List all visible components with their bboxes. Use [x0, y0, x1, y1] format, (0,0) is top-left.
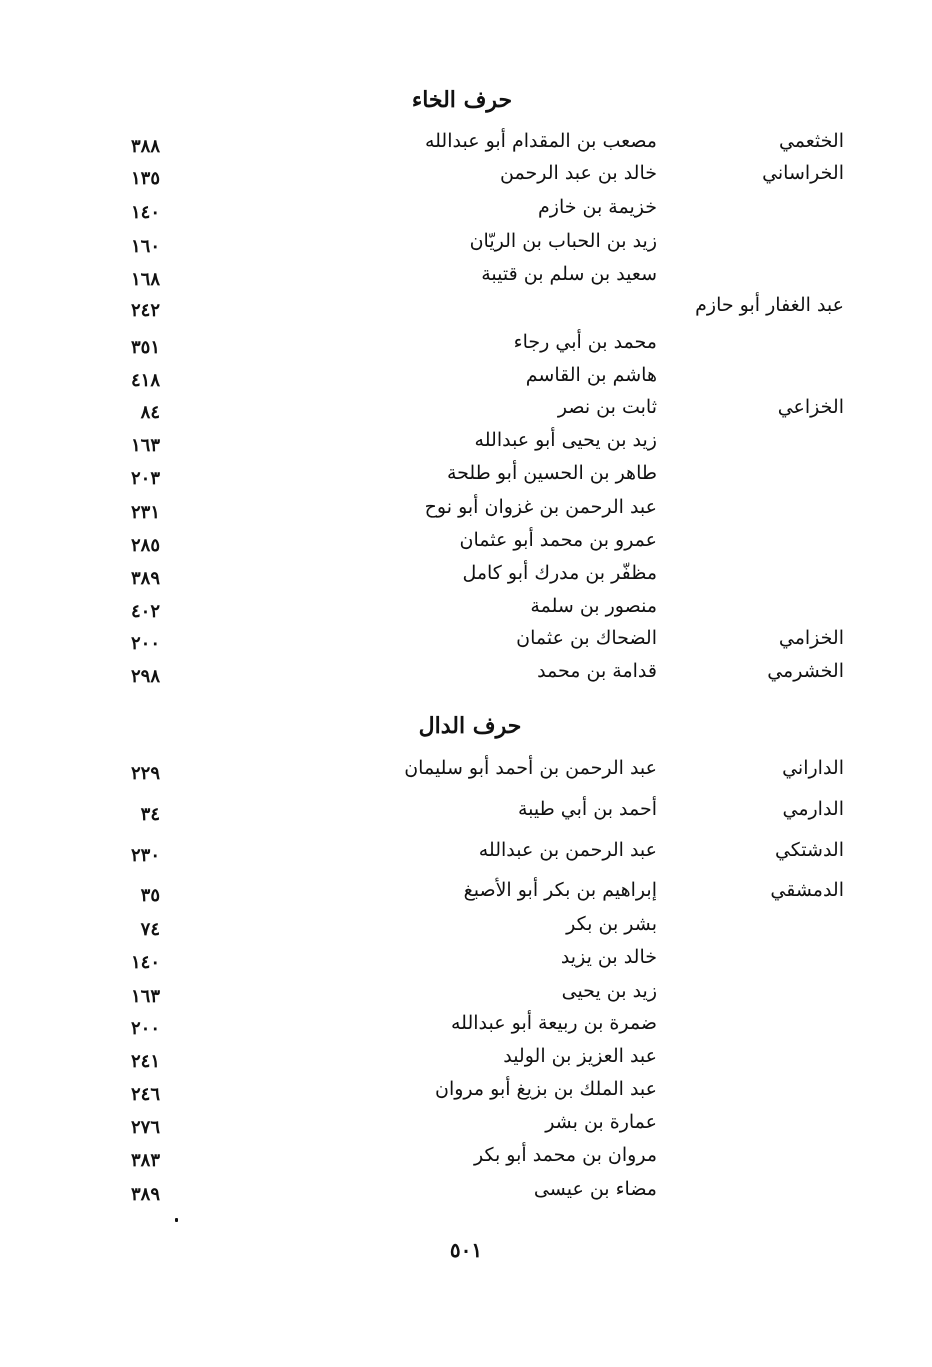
nisba-label: الدمشقي — [770, 879, 844, 901]
person-name: عبد الرحمن بن أحمد أبو سليمان — [404, 757, 657, 779]
ink-dot — [175, 1218, 178, 1222]
index-row — [0, 126, 932, 156]
person-name: هاشم بن القاسم — [525, 364, 657, 386]
index-row — [0, 1174, 932, 1204]
index-row — [0, 794, 932, 824]
person-name: ثابت بن نصر — [557, 396, 657, 418]
page-reference: ٢٠٠ — [130, 633, 160, 654]
nisba-label: الخزاعي — [777, 396, 844, 418]
person-name: خالد بن عبد الرحمن — [500, 162, 657, 184]
person-name: خالد بن يزيد — [560, 946, 657, 968]
person-name: الضحاك بن عثمان — [516, 627, 657, 649]
page-reference: ٧٤ — [140, 919, 160, 940]
person-name: زيد بن الحباب بن الريّان — [469, 230, 657, 252]
person-name: محمد بن أبي رجاء — [513, 331, 657, 353]
person-name: عبد الرحمن بن غزوان أبو نوح — [424, 496, 657, 518]
person-name: قدامة بن محمد — [537, 660, 657, 682]
person-name: عبد العزيز بن الوليد — [503, 1045, 657, 1067]
index-row — [0, 656, 932, 686]
page-reference: ١٦٣ — [130, 435, 160, 456]
page-reference: ٤١٨ — [130, 370, 160, 391]
index-row — [0, 392, 932, 422]
nisba-label: الخشرمي — [767, 660, 844, 682]
page-reference: ٢٣٠ — [130, 845, 160, 866]
index-row — [0, 425, 932, 455]
page-reference: ٣٥ — [140, 885, 160, 906]
index-row — [0, 976, 932, 1006]
nisba-label: الدشتكي — [774, 839, 844, 861]
index-row — [0, 259, 932, 289]
page-reference: ١٤٠ — [130, 952, 160, 973]
person-name: طاهر بن الحسين أبو طلحة — [446, 462, 657, 484]
index-row — [0, 1107, 932, 1137]
page-reference: ٢٩٨ — [130, 666, 160, 687]
person-name: عبد الرحمن بن عبدالله — [478, 839, 657, 861]
nisba-label: الخراساني — [762, 162, 844, 184]
page-reference: ٢٠٣ — [130, 468, 160, 489]
page-reference: ٢٤١ — [130, 1051, 160, 1072]
index-row — [0, 835, 932, 865]
index-row — [0, 327, 932, 357]
nisba-label: الدارمي — [782, 798, 844, 820]
page-reference: ٣٨٩ — [130, 568, 160, 589]
page-reference: ٢٣١ — [130, 502, 160, 523]
page-reference: ١٦٨ — [130, 269, 160, 290]
index-row — [0, 1074, 932, 1104]
person-name: عمارة بن بشر — [545, 1111, 657, 1133]
section-heading-dal: حرف الدال — [418, 713, 522, 739]
person-name: مظفّر بن مدرك أبو كامل — [462, 562, 657, 584]
index-row — [0, 753, 932, 783]
index-row — [0, 226, 932, 256]
section-heading-kha: حرف الخاء — [411, 87, 513, 113]
index-row — [0, 1140, 932, 1170]
person-name: زيد بن يحيى — [561, 980, 657, 1002]
person-name: زيد بن يحيى أبو عبدالله — [474, 429, 657, 451]
page-reference: ٢٢٩ — [130, 763, 160, 784]
person-name: عبد الملك بن بزيغ أبو مروان — [435, 1078, 657, 1100]
person-name: منصور بن سلمة — [530, 595, 657, 617]
index-row — [0, 290, 932, 320]
person-name: بشر بن بكر — [566, 913, 657, 935]
person-name: سعيد بن سلم بن قتيبة — [481, 263, 657, 285]
index-row — [0, 492, 932, 522]
person-name: ضمرة بن ربيعة أبو عبدالله — [451, 1012, 657, 1034]
page-reference: ١٤٠ — [130, 202, 160, 223]
index-row — [0, 1008, 932, 1038]
page-reference: ٣٤ — [140, 804, 160, 825]
index-row — [0, 558, 932, 588]
nisba-label: الخزامي — [778, 627, 844, 649]
page-reference: ١٦٣ — [130, 986, 160, 1007]
page-reference: ١٣٥ — [130, 168, 160, 189]
person-name: مضاء بن عيسى — [533, 1178, 657, 1200]
index-row — [0, 158, 932, 188]
nisba-label: الداراني — [782, 757, 844, 779]
page-reference: ٣٨٩ — [130, 1184, 160, 1205]
page-reference: ١٦٠ — [130, 236, 160, 257]
person-name: عمرو بن محمد أبو عثمان — [459, 529, 657, 551]
page-number: ٥٠١ — [449, 1238, 483, 1262]
page-reference: ٣٥١ — [130, 337, 160, 358]
page-reference: ٨٤ — [140, 402, 160, 423]
index-row — [0, 192, 932, 222]
index-row — [0, 591, 932, 621]
page-reference: ٣٨٨ — [130, 136, 160, 157]
nisba-label: عبد الغفار أبو حازم — [695, 294, 844, 316]
person-name: مروان بن محمد أبو بكر — [473, 1144, 657, 1166]
index-row — [0, 623, 932, 653]
index-row — [0, 525, 932, 555]
index-row — [0, 458, 932, 488]
page-reference: ٢٨٥ — [130, 535, 160, 556]
nisba-label: الخثعمي — [778, 130, 844, 152]
index-row — [0, 909, 932, 939]
person-name: إبراهيم بن بكر أبو الأصبغ — [463, 879, 657, 901]
person-name: خزيمة بن خازم — [538, 196, 657, 218]
index-row — [0, 942, 932, 972]
index-row — [0, 875, 932, 905]
page-reference: ٢٤٦ — [130, 1084, 160, 1105]
person-name: أحمد بن أبي طيبة — [517, 798, 657, 820]
page-reference: ٢٠٠ — [130, 1018, 160, 1039]
page-reference: ٢٧٦ — [130, 1117, 160, 1138]
page-reference: ٤٠٢ — [130, 601, 160, 622]
index-row — [0, 1041, 932, 1071]
person-name: مصعب بن المقدام أبو عبدالله — [424, 130, 657, 152]
index-row — [0, 360, 932, 390]
page-reference: ٢٤٢ — [130, 300, 160, 321]
page-reference: ٣٨٣ — [130, 1150, 160, 1171]
